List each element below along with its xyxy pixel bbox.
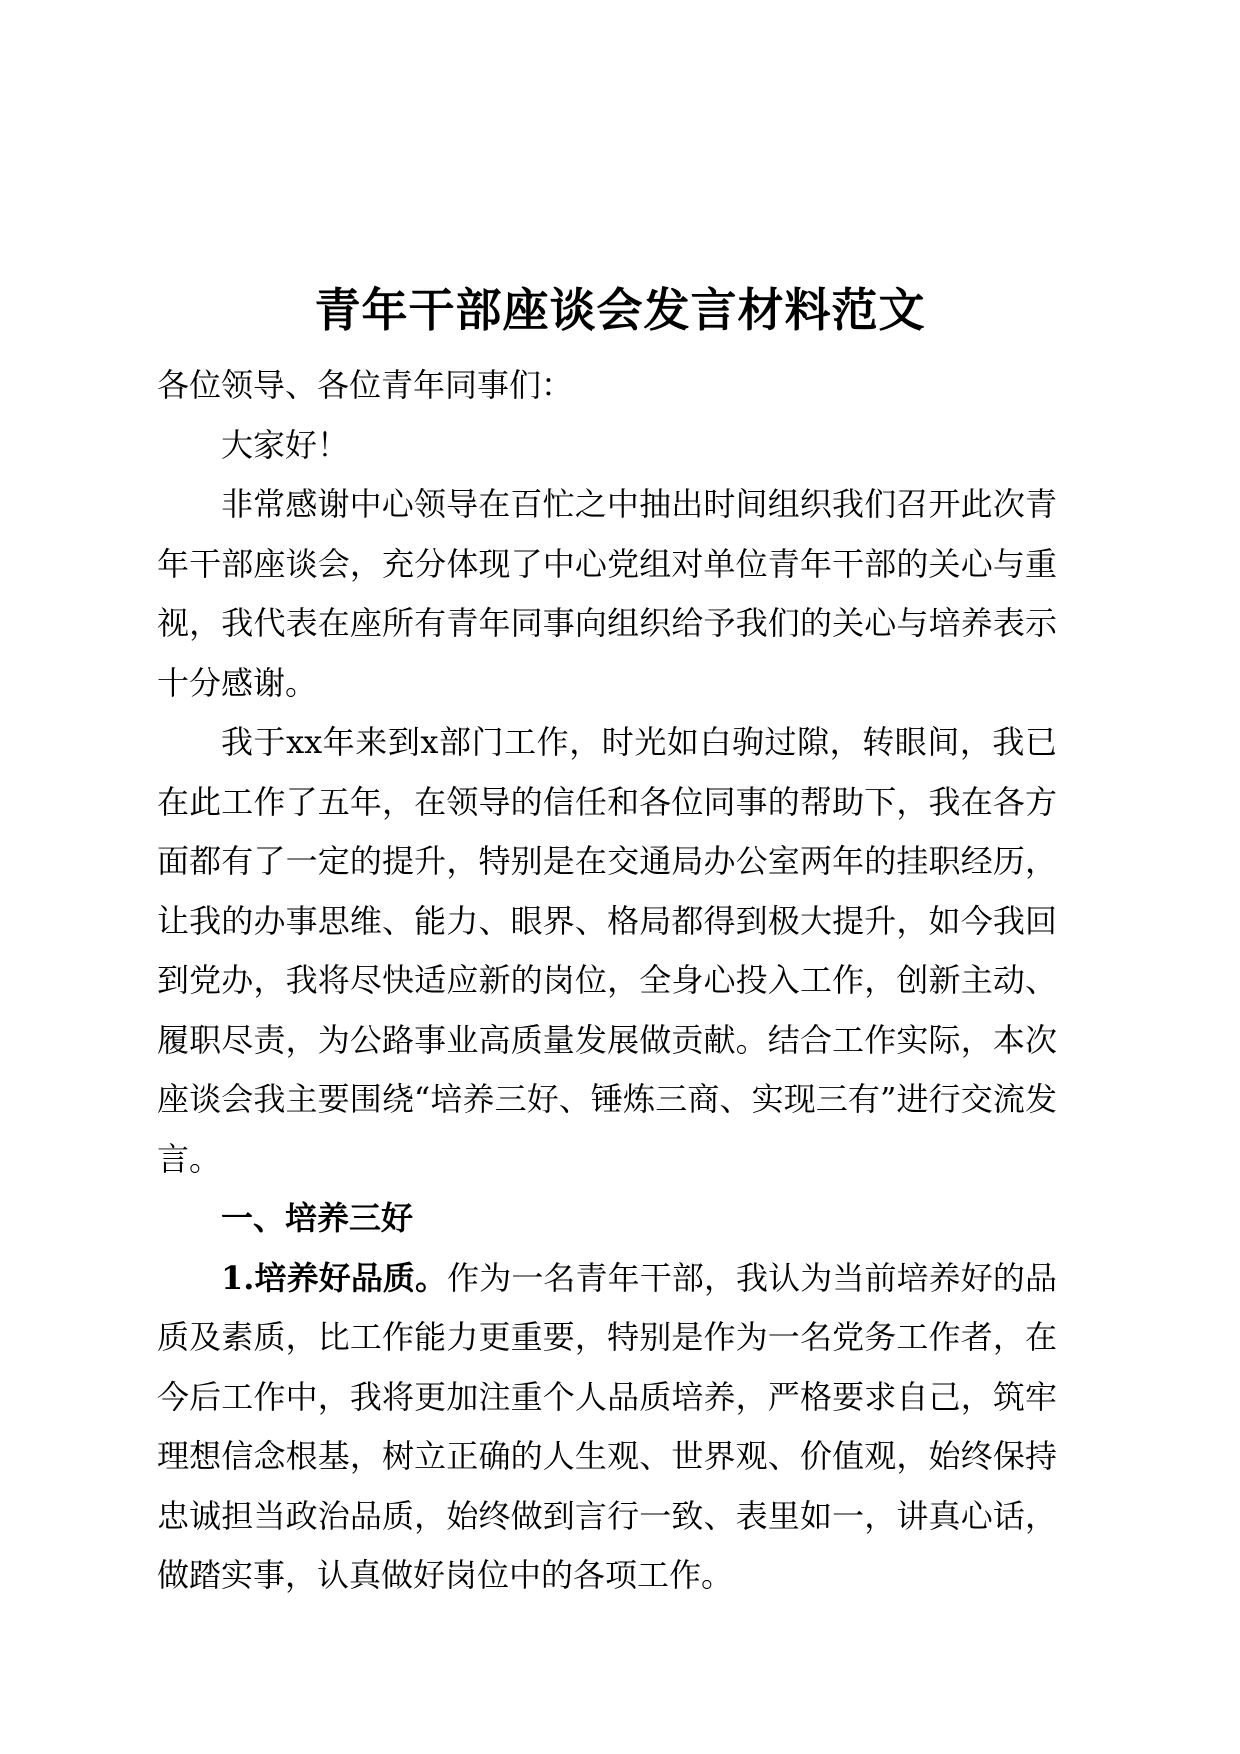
paragraph-intro: 我于xx年来到x部门工作，时光如白驹过隙，转眼间，我已在此工作了五年，在领导的信任和各位同事的帮助下，我在各方面都有了一定的提升，特别是在交通局办公室两年的挂职经历，让我的办事思维、能力、眼界、格局都得到极大提升，如今我回到党办，我将尽快适应新的岗位，全身心投入工作，创新主动、履职尽责，为公路事业高质量发展做贡献。结合工作实际，本次座谈会我主要围绕“培养三好、锤炼三商、实现三有”进行交流发言。 (157, 723, 1057, 1178)
paragraph-thanks: 非常感谢中心领导在百忙之中抽出时间组织我们召开此次青年干部座谈会，充分体现了中心党组对单位青年干部的关心与重视，我代表在座所有青年同事向组织给予我们的关心与培养表示十分感谢。 (157, 485, 1057, 702)
document-title: 青年干部座谈会发言材料范文 (314, 283, 926, 337)
point-1-lead: 1.培养好品质。 (221, 1258, 448, 1297)
greeting: 大家好！ (221, 425, 350, 464)
point-1-text: 作为一名青年干部，我认为当前培养好的品质及素质，比工作能力更重要，特别是作为一名党务工作者，在今后工作中，我将更加注重个人品质培养，严格要求自己，筑牢理想信念根基，树立正确的人生观、世界观、价值观，始终保持忠诚担当政治品质，始终做到言行一致、表里如一，讲真心话，做踏实事，认真做好岗位中的各项工作。 (157, 1258, 1057, 1594)
point-1-paragraph (157, 1249, 1057, 1606)
section-1-heading: 一、培养三好 (221, 1199, 414, 1237)
salutation: 各位领导、各位青年同事们： (157, 366, 574, 404)
document-body (157, 356, 1057, 1606)
